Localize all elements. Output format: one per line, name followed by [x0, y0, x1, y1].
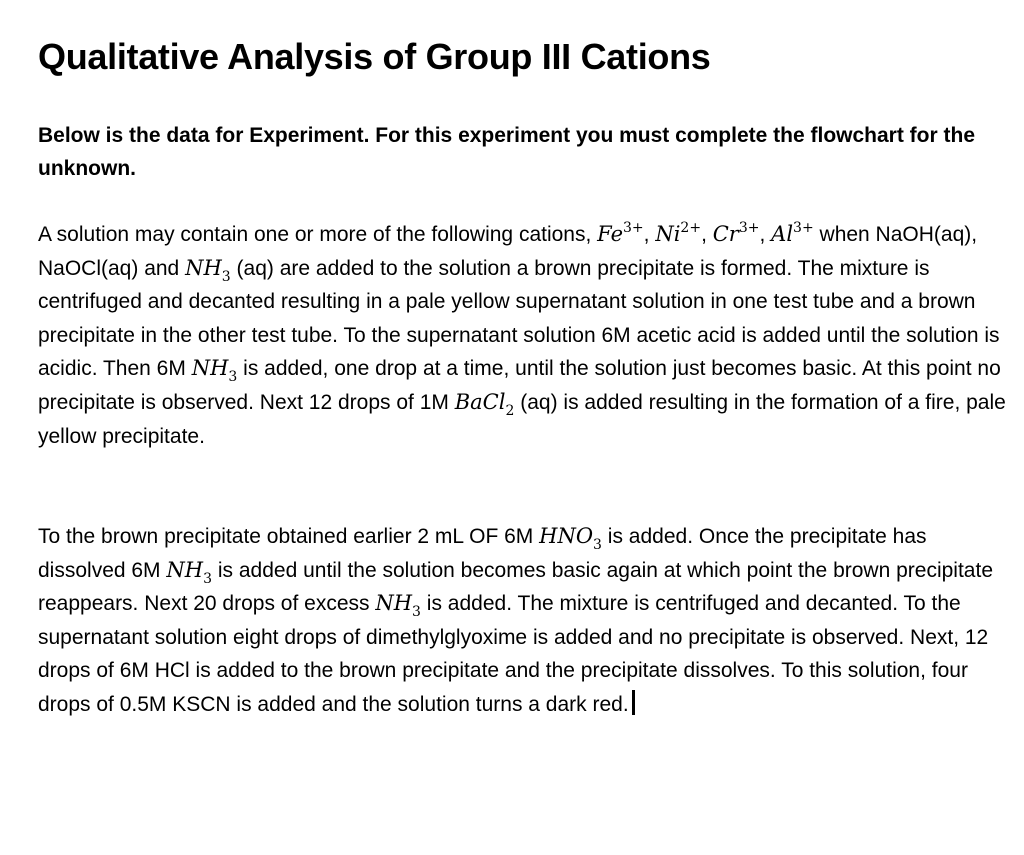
formula-nh3: $NH_3$: [166, 557, 213, 587]
text-span: is added. The mixture is centrifuged and decanted. To the supernatant solution eight drops of dimethylglyoxime is added and no precipitate is observed. Next, 12 drops of 6M HCl is added to the brown precipitate and the precipitate dissolves. To this solution, four drops of 0.5M KSCN is added and the solution turns a dark red.: [38, 592, 989, 716]
formula-bacl2: BaCl$_2$: [454, 389, 515, 419]
separator: ,: [643, 223, 656, 246]
text-span: is added until the solution becomes basic again at which point the brown precipitate reappears. Next 20 drops of excess: [38, 558, 993, 616]
text-span: is added. Once the precipitate has dissolved 6M: [38, 525, 927, 582]
text-cursor: [632, 690, 635, 715]
ion-al3: $Al^{3+}$: [771, 220, 814, 246]
text-span: (aq) are added to the solution a brown precipitate is formed. The mixture is centrifuged and decanted resulting in a pale yellow supernatant solution in one test tube and a brown precipitate in the other test tube. To the supernatant solution 6M acetic acid is added until the solution is acidic. Then 6M: [38, 256, 1000, 381]
separator: ,: [701, 223, 713, 246]
text-span: To the brown precipitate obtained earlier 2 mL OF 6M: [38, 525, 540, 548]
ion-cr3: $Cr^{3+}$: [712, 220, 760, 246]
separator: ,: [759, 223, 772, 246]
paragraph-observations-1: [38, 218, 1013, 453]
page-title: Qualitative Analysis of Group III Cations: [38, 36, 711, 77]
text-span: A solution may contain one or more of the following cations,: [38, 223, 598, 246]
formula-nh3: $NH_3$: [191, 356, 238, 386]
text-span: (aq) is added resulting in the formation of a fire, pale yellow precipitate.: [38, 390, 1006, 448]
paragraph-observations-2[interactable]: [38, 520, 1013, 722]
ion-ni2: $Ni^{2+}$: [655, 220, 702, 246]
instructions-text: Below is the data for Experiment. For this experiment you must complete the flowchart for the unknown.: [38, 124, 975, 180]
formula-nh3: $NH_3$: [375, 591, 421, 621]
text-span: is added, one drop at a time, until the solution just becomes basic. At this point no precipitate is observed. Next 12 drops of 1M: [38, 357, 1001, 414]
formula-hno3: $HNO_3$: [539, 524, 602, 553]
formula-nh3: $NH_3$: [185, 255, 231, 285]
text-span: when NaOH(aq), NaOCl(aq) and: [38, 223, 978, 280]
ion-fe3: $Fe^{3+}$: [597, 220, 644, 246]
